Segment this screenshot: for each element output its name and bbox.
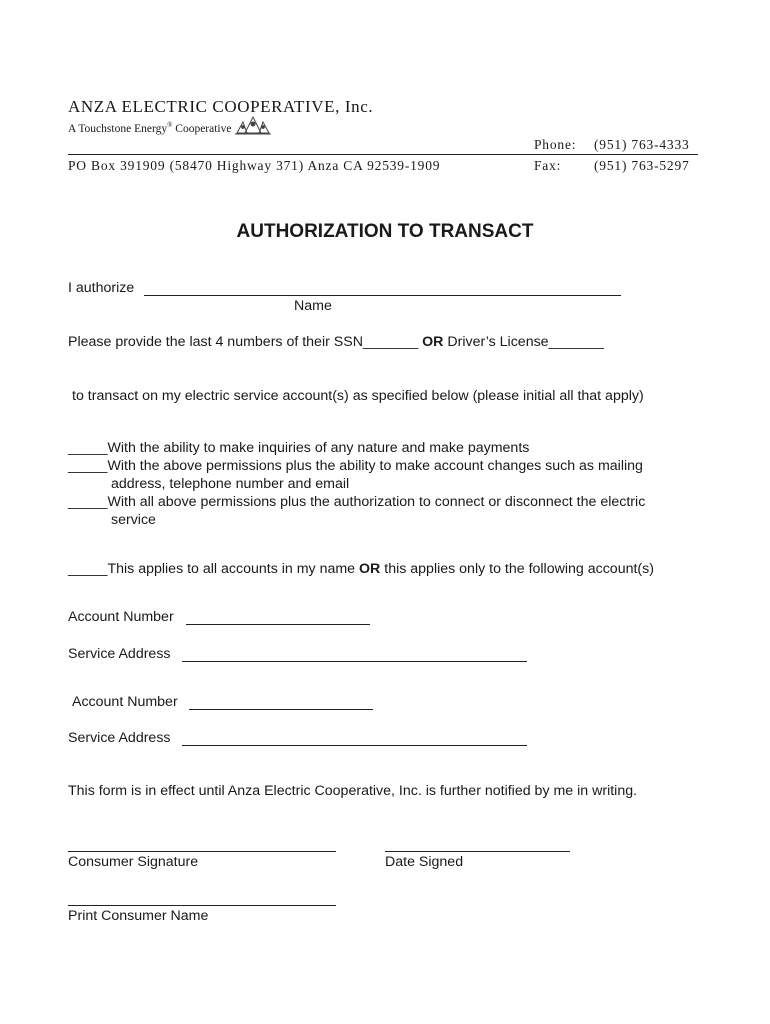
drivers-license-text: Driver’s License: [447, 334, 549, 350]
option-item: [68, 440, 529, 456]
option-text: With the above permissions plus the ability to make account changes such as mailing: [107, 458, 643, 474]
initial-field[interactable]: _____: [68, 561, 108, 577]
service-address-label: Service Address: [68, 646, 171, 662]
tagline-text: A Touchstone Energy: [68, 122, 168, 135]
option-item: [68, 494, 645, 510]
date-signed-label: Date Signed: [385, 854, 464, 870]
account-number-label: Account Number: [72, 694, 178, 710]
or-text: OR: [422, 334, 444, 350]
option-text-continued: address, telephone number and email: [111, 476, 350, 492]
service-address-field[interactable]: [182, 661, 527, 662]
name-caption: Name: [294, 298, 332, 314]
transact-text: to transact on my electric service account(s) as specified below (please initial all that apply): [72, 388, 644, 404]
effect-text: This form is in effect until Anza Electric Cooperative, Inc. is further notified by me in writing.: [68, 783, 638, 799]
ssn-text: Please provide the last 4 numbers of their SSN: [68, 334, 363, 350]
phone-label: Phone:: [534, 137, 577, 152]
option-text: With all above permissions plus the authorization to connect or disconnect the electric: [107, 494, 646, 510]
company-address: PO Box 391909 (58470 Highway 371) Anza CA 92539-1909: [68, 158, 441, 173]
company-name: ANZA ELECTRIC COOPERATIVE, Inc.: [68, 97, 374, 116]
form-title: AUTHORIZATION TO TRANSACT: [236, 221, 534, 242]
print-name-label: Print Consumer Name: [68, 908, 209, 924]
option-item: [68, 458, 643, 474]
date-signed-field[interactable]: [385, 851, 570, 852]
company-tagline: [68, 121, 231, 135]
applies-line: [68, 561, 654, 577]
account-number-field[interactable]: [186, 624, 370, 625]
service-address-field[interactable]: [182, 745, 527, 746]
initial-field[interactable]: _____: [68, 440, 108, 456]
ssn-field[interactable]: _______: [362, 334, 419, 350]
initial-field[interactable]: _____: [68, 494, 108, 510]
print-name-field[interactable]: [68, 905, 336, 906]
authorized-name-field[interactable]: [144, 295, 621, 296]
initial-field[interactable]: _____: [68, 458, 108, 474]
authorize-label: I authorize: [68, 280, 135, 296]
fax-label: Fax:: [534, 158, 562, 173]
fax-value: (951) 763-5297: [594, 158, 690, 173]
consumer-signature-field[interactable]: [68, 851, 336, 852]
option-text-continued: service: [111, 512, 156, 528]
letterhead-rule: [68, 154, 698, 155]
account-number-label: Account Number: [68, 609, 174, 625]
id-line: [68, 334, 604, 350]
phone-value: (951) 763-4333: [594, 137, 690, 152]
consumer-signature-label: Consumer Signature: [68, 854, 199, 870]
applies-text-2: this applies only to the following account(s): [384, 561, 654, 577]
applies-text: This applies to all accounts in my name: [107, 561, 356, 577]
touchstone-logo-icon: [235, 114, 271, 136]
registered-mark: ®: [167, 121, 173, 129]
or-text: OR: [359, 561, 381, 577]
service-address-label: Service Address: [68, 730, 171, 746]
option-text: With the ability to make inquiries of any nature and make payments: [107, 440, 530, 456]
drivers-license-field[interactable]: _______: [548, 334, 604, 350]
tagline-end: Cooperative: [175, 122, 232, 135]
account-number-field[interactable]: [189, 709, 373, 710]
